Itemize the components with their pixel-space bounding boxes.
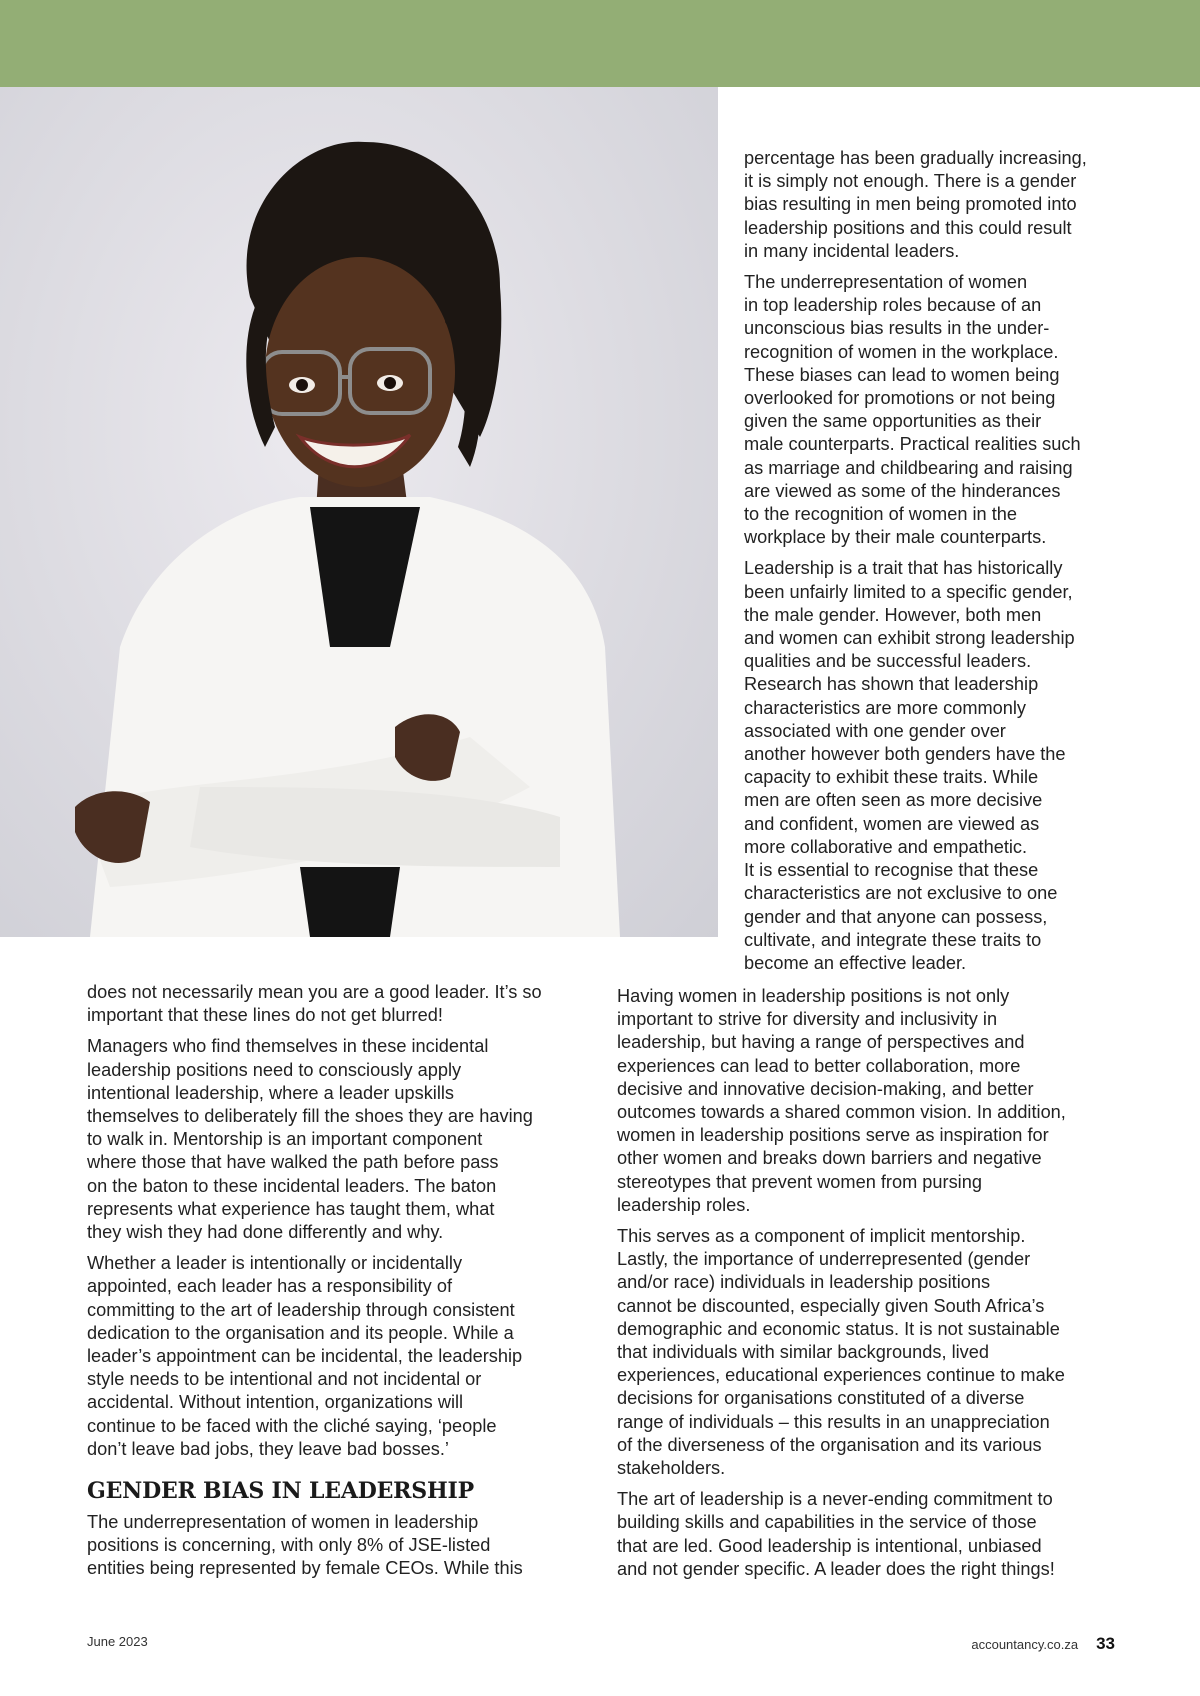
paragraph: It is essential to recognise that these characteristics are not exclusive to one gender and that anyone can possess, cultivate, and integrate these traits to become an effective leader.	[744, 860, 1058, 973]
paragraph: The underrepresentation of women in top leadership roles because of an unconscious bias results in the under- recognition of women in the workplace. These biases can lead to women being overlooked for promotions or not being given the same opportunities as their male counterparts. Practical realities such as marriage and childbearing and raising are viewed as some of the hinderances to the recognition of women in the workplace by their male counterparts.	[744, 272, 1081, 548]
portrait-illustration	[0, 87, 718, 937]
footer-right	[971, 1634, 1115, 1654]
header-color-band	[0, 0, 1200, 87]
left-column-text	[87, 981, 587, 1589]
right-column-top-text	[744, 147, 1124, 983]
paragraph: The underrepresentation of women in leadership positions is concerning, with only 8% of JSE-listed entities being represented by female CEOs. While this	[87, 1512, 523, 1579]
paragraph: does not necessarily mean you are a good leader. It’s so important that these lines do not get blurred!	[87, 982, 542, 1026]
footer-date: June 2023	[87, 1634, 148, 1649]
paragraph: The art of leadership is a never-ending commitment to building skills and capabilities in the service of those that are led. Good leadership is intentional, unbiased and not gender specific. A leader does the right things!	[617, 1489, 1055, 1579]
paragraph: Whether a leader is intentionally or incidentally appointed, each leader has a responsibility of committing to the art of leadership through consistent dedication to the organisation and its people. While a leader’s appointment can be incidental, the leadership style needs to be intentional and not incidental or accidental. Without intention, organizations will continue to be faced with the cliché saying, ‘people don’t leave bad jobs, they leave bad bosses.’	[87, 1253, 523, 1459]
paragraph: Having women in leadership positions is not only important to strive for diversity and inclusivity in leadership, but having a range of perspectives and experiences can lead to better collaboration, more decisive and innovative decision-making, and better outcomes towards a shared common vision. In addition, women in leadership positions serve as inspiration for other women and breaks down barriers and negative stereotypes that prevent women from pursing leadership roles.	[617, 986, 1066, 1215]
paragraph: This serves as a component of implicit mentorship. Lastly, the importance of underrepresented (gender and/or race) individuals in leadership positions cannot be discounted, especially given South Africa’s demographic and economic status. It is not sustainable that individuals with similar backgrounds, lived experiences, educational experiences continue to make decisions for organisations constituted of a diverse range of individuals – this results in an unappreciation of the diverseness of the organisation and its various stakeholders.	[617, 1226, 1065, 1479]
paragraph: Managers who find themselves in these incidental leadership positions need to consciously apply intentional leadership, where a leader upskills themselves to deliberately fill the shoes they are having to walk in. Mentorship is an important component where those that have walked the path before pass on the baton to these incidental leaders. The baton represents what experience has taught them, what they wish they had done differently and why.	[87, 1036, 533, 1243]
paragraph: percentage has been gradually increasing, it is simply not enough. There is a gender bias resulting in men being promoted into leadership positions and this could result in many incidental leaders.	[744, 148, 1087, 261]
right-column-text	[617, 985, 1137, 1589]
footer-site: accountancy.co.za	[971, 1637, 1079, 1652]
page-number: 33	[1096, 1634, 1115, 1653]
paragraph: Leadership is a trait that has historically been unfairly limited to a specific gender, the male gender. However, both men and women can exhibit strong leadership qualities and be successful leaders. Research has shown that leadership characteristics are more commonly associated with one gender over another however both genders have the capacity to exhibit these traits. While men are often seen as more decisive and confident, women are viewed as more collaborative and empathetic.	[744, 558, 1075, 857]
section-heading: GENDER BIAS IN LEADERSHIP	[87, 1478, 474, 1505]
portrait-photo	[0, 87, 718, 937]
